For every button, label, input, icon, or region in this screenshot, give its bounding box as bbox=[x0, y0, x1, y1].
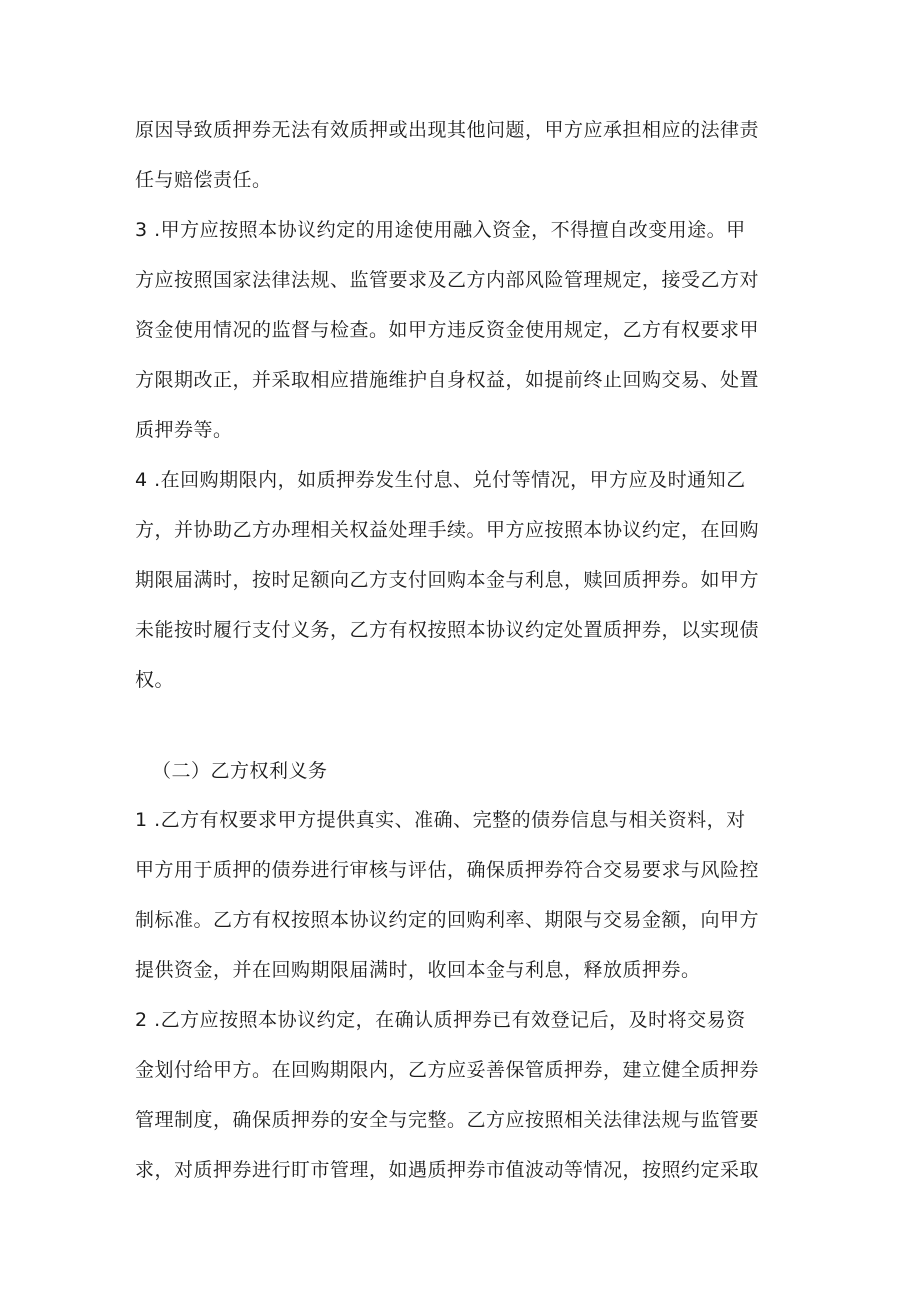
text-line: 任与赔偿责任。 bbox=[135, 169, 272, 191]
text-line: 2 .乙方应按照本协议约定，在确认质押券已有效登记后，及时将交易资 bbox=[135, 1009, 746, 1031]
text-line: 金划付给甲方。在回购期限内，乙方应妥善保管质押券，建立健全质押券 bbox=[135, 1059, 760, 1081]
text-line: 甲方用于质押的债券进行审核与评估，确保质押券符合交易要求与风险控 bbox=[135, 859, 760, 881]
text-line: 管理制度，确保质押券的安全与完整。乙方应按照相关法律法规与监管要 bbox=[135, 1109, 760, 1131]
text-line: 方应按照国家法律法规、监管要求及乙方内部风险管理规定，接受乙方对 bbox=[135, 269, 760, 291]
text-line: 3 .甲方应按照本协议约定的用途使用融入资金，不得擅自改变用途。甲 bbox=[135, 219, 746, 241]
text-line: 1 .乙方有权要求甲方提供真实、准确、完整的债券信息与相关资料，对 bbox=[135, 809, 746, 831]
text-line: 4 .在回购期限内，如质押券发生付息、兑付等情况，甲方应及时通知乙 bbox=[135, 469, 746, 491]
text-line: 原因导致质押券无法有效质押或出现其他问题，甲方应承担相应的法律责 bbox=[135, 119, 760, 141]
text-line: 权。 bbox=[135, 669, 175, 691]
text-line: 求，对质押券进行盯市管理，如遇质押券市值波动等情况，按照约定采取 bbox=[135, 1159, 760, 1181]
text-line: 方限期改正，并采取相应措施维护自身权益，如提前终止回购交易、处置 bbox=[135, 369, 760, 391]
text-line: 制标准。乙方有权按照本协议约定的回购利率、期限与交易金额，向甲方 bbox=[135, 909, 760, 931]
text-line: 提供资金，并在回购期限届满时，收回本金与利息，释放质押券。 bbox=[135, 959, 701, 981]
text-line: 期限届满时，按时足额向乙方支付回购本金与利息，赎回质押券。如甲方 bbox=[135, 569, 760, 591]
text-line: 未能按时履行支付义务，乙方有权按照本协议约定处置质押券，以实现债 bbox=[135, 619, 760, 641]
text-line: 质押券等。 bbox=[135, 419, 233, 441]
text-line: 资金使用情况的监督与检查。如甲方违反资金使用规定，乙方有权要求甲 bbox=[135, 319, 760, 341]
section-heading: （二）乙方权利义务 bbox=[152, 760, 328, 782]
text-line: 方，并协助乙方办理相关权益处理手续。甲方应按照本协议约定，在回购 bbox=[135, 519, 760, 541]
